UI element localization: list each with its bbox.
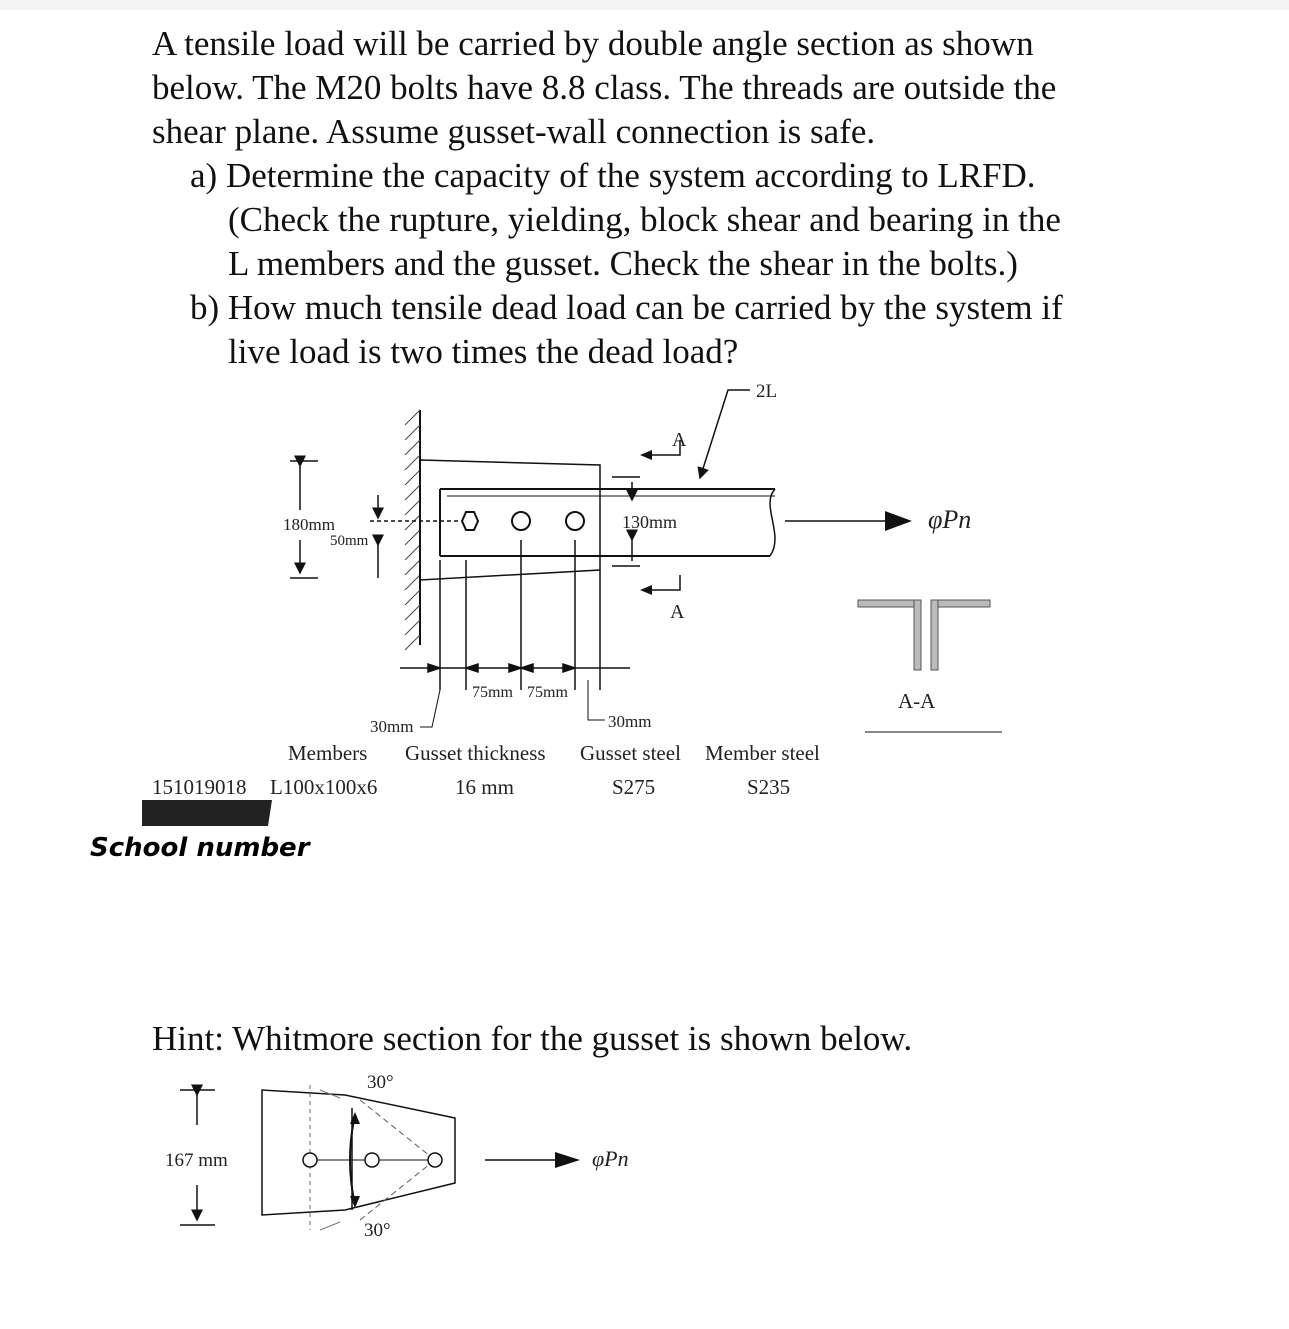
- table-member-steel: S235: [747, 775, 791, 799]
- gusset-plate: [420, 460, 600, 580]
- school-number-label: School number: [90, 833, 310, 863]
- bolt-1: [462, 512, 478, 530]
- question-a: a) Determine the capacity of the system according to LRFD.: [190, 156, 1036, 195]
- dim-30b-leader: [588, 680, 605, 720]
- hint-force-label: φPn: [592, 1146, 629, 1171]
- table-member: L100x100x6: [270, 775, 378, 799]
- bolt-2: [512, 512, 530, 530]
- hint-force-arrowhead: [555, 1152, 580, 1168]
- school-number-marker: [142, 800, 272, 826]
- whitmore-sketch: [262, 1085, 455, 1230]
- table-gusset-steel: S275: [612, 775, 656, 799]
- section-label-a-bottom: A: [670, 601, 685, 623]
- question-b-detail: live load is two times the dead load?: [228, 332, 739, 371]
- force-arrowhead: [885, 511, 912, 531]
- section-aa-sketch: [858, 600, 990, 670]
- dim-167-label: 167 mm: [165, 1150, 228, 1171]
- angle-bottom-label: 30°: [364, 1220, 391, 1241]
- table-header-gusset-steel: Gusset steel: [580, 741, 681, 765]
- problem-line-1: A tensile load will be carried by double angle section as shown: [152, 24, 1034, 63]
- table-header-members: Members: [288, 741, 368, 765]
- table-school-number: 151019018: [152, 775, 247, 799]
- table-gusset-thickness: 16 mm: [455, 775, 514, 799]
- dim-30b-label: 30mm: [608, 712, 652, 731]
- hint-text: Hint: Whitmore section for the gusset is shown below.: [152, 1019, 913, 1058]
- dim-30a-label: 30mm: [370, 717, 414, 736]
- section-aa-label: A-A: [898, 689, 936, 713]
- dim-180-label: 180mm: [283, 515, 335, 534]
- label-2l: 2L: [756, 381, 778, 402]
- angle-member: [440, 489, 775, 556]
- angle-top-label: 30°: [367, 1072, 394, 1093]
- dim-130-label: 130mm: [622, 512, 678, 532]
- dim-50-label: 50mm: [330, 533, 369, 549]
- force-label: φPn: [928, 505, 972, 534]
- dim-75b-label: 75mm: [527, 684, 568, 701]
- 2l-leader: [700, 390, 750, 478]
- bolt-3: [566, 512, 584, 530]
- wall: [405, 410, 420, 650]
- table-header-gusset-thickness: Gusset thickness: [405, 741, 546, 765]
- dim-75a-label: 75mm: [472, 684, 513, 701]
- problem-line-2: below. The M20 bolts have 8.8 class. The threads are outside the: [152, 68, 1057, 107]
- section-label-a-top: A: [672, 429, 687, 451]
- table-header-member-steel: Member steel: [705, 741, 820, 765]
- question-a-detail-1: (Check the rupture, yielding, block shear and bearing in the: [228, 200, 1061, 239]
- dim-30a-leader: [420, 690, 440, 727]
- problem-line-3: shear plane. Assume gusset-wall connection is safe.: [152, 112, 876, 151]
- dim-spacing: [400, 540, 630, 690]
- question-b: b) How much tensile dead load can be carried by the system if: [190, 288, 1063, 327]
- question-a-detail-2: L members and the gusset. Check the shear in the bolts.): [228, 244, 1018, 283]
